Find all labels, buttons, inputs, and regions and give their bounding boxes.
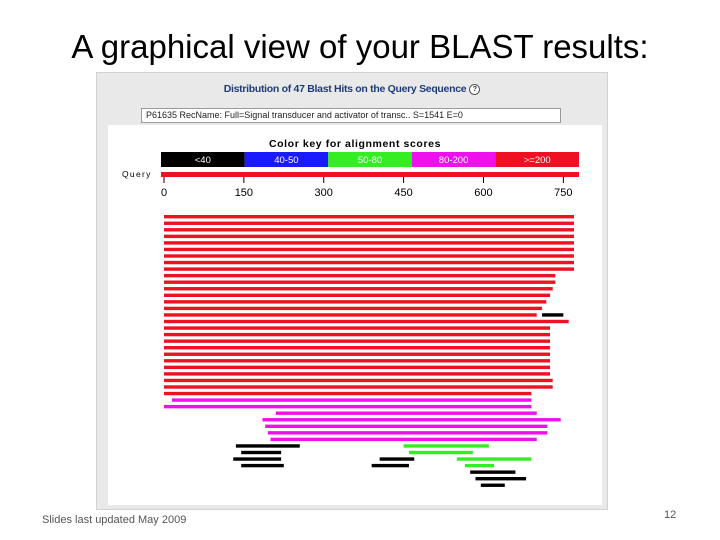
hit-bar[interactable] [404, 444, 489, 447]
hit-bar[interactable] [475, 477, 526, 480]
blast-graphic-panel [96, 72, 608, 510]
color-key-label: 80-200 [438, 155, 469, 166]
color-key-label: 40-50 [274, 155, 299, 166]
color-key-label: >=200 [523, 155, 551, 166]
hit-bar[interactable] [265, 425, 547, 428]
hit-bar[interactable] [164, 261, 574, 264]
hit-bar[interactable] [270, 438, 536, 441]
hit-bar[interactable] [465, 464, 494, 467]
hit-bar[interactable] [481, 484, 505, 487]
page-number: 12 [664, 509, 677, 521]
slide-title: A graphical view of your BLAST results: [71, 28, 649, 65]
hit-bar[interactable] [164, 248, 574, 251]
hit-bar[interactable] [236, 444, 300, 447]
query-bar [161, 172, 579, 177]
panel-title [97, 83, 607, 95]
hit-bar[interactable] [233, 457, 281, 460]
axis-tick-label: 300 [314, 187, 333, 199]
hit-bar[interactable] [164, 307, 542, 310]
hit-bar[interactable] [164, 385, 553, 388]
axis-tick-label: 0 [160, 187, 168, 199]
info-icon[interactable]: ? [469, 84, 480, 95]
hit-bars [164, 215, 574, 487]
hit-bar[interactable] [164, 379, 553, 382]
color-key [161, 152, 579, 167]
query-axis [161, 177, 573, 199]
panel-title-text: Distribution of 47 Blast Hits on the Query Sequence [223, 83, 467, 95]
hit-bar[interactable] [164, 366, 550, 369]
hit-bar[interactable] [164, 346, 550, 349]
axis-tick-label: 600 [474, 187, 493, 199]
hit-bar[interactable] [164, 372, 550, 375]
hit-bar[interactable] [164, 320, 569, 323]
hit-bar[interactable] [164, 405, 531, 408]
hit-bar[interactable] [164, 281, 555, 284]
axis-tick-label: 150 [234, 187, 254, 199]
color-key-label: 50-80 [357, 155, 383, 166]
hit-bar[interactable] [164, 228, 574, 231]
hit-bar[interactable] [268, 431, 548, 434]
hit-bar[interactable] [164, 353, 550, 356]
hit-bar[interactable] [241, 464, 284, 467]
hit-bar[interactable] [380, 457, 415, 460]
hit-bar[interactable] [164, 359, 550, 362]
axis-tick-label: 750 [554, 187, 573, 199]
hit-bar[interactable] [164, 300, 546, 303]
query-label: Query [122, 169, 152, 179]
hit-bar[interactable] [164, 274, 555, 277]
hit-bar[interactable] [164, 254, 574, 257]
hit-bar[interactable] [164, 326, 550, 329]
hit-bar[interactable] [470, 470, 515, 473]
hit-description-field[interactable]: P61635 RecName: Full=Signal transducer and activator of transc.. S=1541 E=0 [141, 108, 561, 123]
footer-note: Slides last updated May 2009 [42, 514, 187, 526]
hit-bar[interactable] [172, 398, 531, 401]
color-key-label: <40 [194, 155, 211, 166]
hit-bar[interactable] [164, 241, 574, 244]
axis-tick-label: 450 [394, 187, 413, 199]
hit-bar[interactable] [164, 287, 553, 290]
hit-bar[interactable] [409, 451, 473, 454]
hit-bar[interactable] [164, 294, 550, 297]
hit-bar[interactable] [372, 464, 409, 467]
alignment-graphic[interactable] [108, 125, 602, 505]
hit-bar[interactable] [164, 215, 574, 218]
blast-hits-svg [108, 125, 602, 505]
hit-bar[interactable] [241, 451, 281, 454]
hit-bar[interactable] [164, 392, 531, 395]
hit-bar[interactable] [164, 313, 537, 316]
hit-bar[interactable] [542, 313, 563, 316]
hit-bar[interactable] [164, 222, 574, 225]
hit-bar[interactable] [276, 412, 537, 415]
hit-bar[interactable] [164, 333, 550, 336]
color-key-title: Color key for alignment scores [268, 138, 442, 150]
hit-bar[interactable] [457, 457, 532, 460]
hit-bar[interactable] [164, 339, 550, 342]
hit-bar[interactable] [164, 235, 574, 238]
hit-bar[interactable] [263, 418, 561, 421]
hit-bar[interactable] [164, 267, 574, 270]
